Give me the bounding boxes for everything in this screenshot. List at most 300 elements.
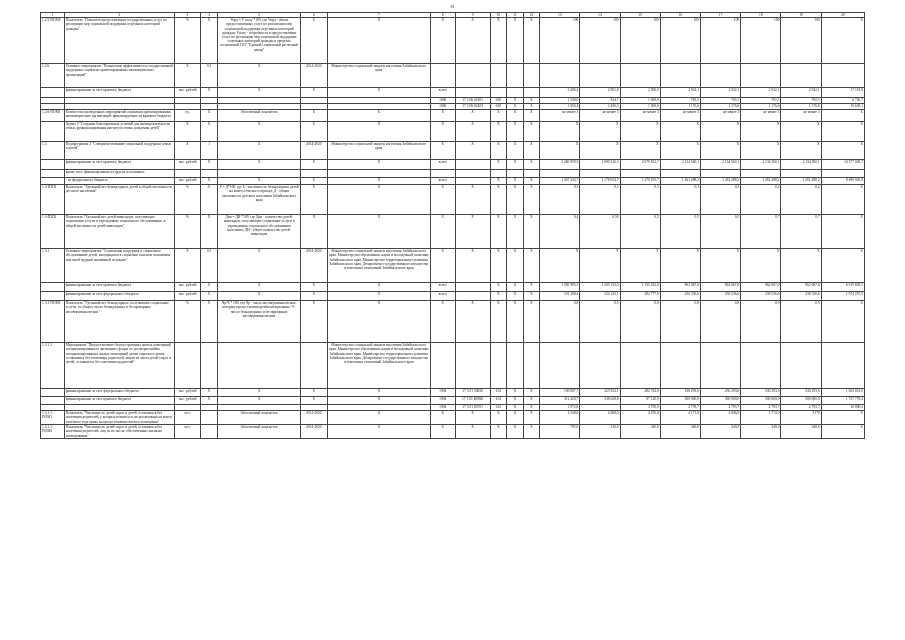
table-cell [455, 160, 490, 170]
table-cell: Х [300, 18, 327, 64]
table-cell: Х [327, 185, 430, 215]
table-cell: 2014-2020 [300, 249, 327, 283]
table-cell: 630 [490, 98, 507, 104]
table-cell [200, 343, 218, 389]
row-description: Подпрограмма 3 "Совершенствование социальной поддержки семьи и детей" [64, 142, 174, 160]
table-cell: 0,56 [580, 215, 620, 249]
table-cell [523, 170, 540, 178]
table-cell [455, 343, 490, 389]
table-cell: Х [741, 122, 781, 142]
table-cell: 785,0 [540, 425, 580, 439]
table-cell: 2 793,7 [741, 405, 781, 411]
table-cell: Х [218, 283, 301, 292]
table-cell: 300 000,0 [701, 397, 741, 405]
table-cell [327, 170, 430, 178]
table-cell: Х [660, 249, 700, 283]
table-cell: 1 176,6 [660, 104, 700, 110]
row-code [41, 122, 65, 142]
table-cell: Х [821, 18, 864, 64]
table-cell: Х [490, 18, 507, 64]
row-description: Показатель "Удельный вес безнадзорных, получивших социальные услуги, от общего числа безнадзорных и беспризорных несовершеннолетних" [64, 301, 174, 343]
table-cell: Х [580, 249, 620, 283]
table-cell: 0,8 [660, 301, 700, 343]
table-cell: Министерство социальной защиты населения Забайкальского края, Министерство образования, науки и молодежной политики Забайкальского края, Министерство территориального развития Забайкальского края, Департамент государственного имущества и земельных отношений Забайкальского края [327, 343, 430, 389]
table-cell: 0,5 [620, 215, 660, 249]
table-row [41, 283, 865, 292]
table-cell: Х [701, 122, 741, 142]
row-description: Основное мероприятие "Социальная поддержка и социальное обслуживание детей, находящихся в социально опасном положении или иной трудной жизненной ситуации" [64, 249, 174, 283]
row-code: 1.3 [41, 142, 65, 160]
table-cell: 2 793,7 [701, 405, 741, 411]
table-cell: Х [821, 110, 864, 122]
column-number: 20 [821, 13, 864, 18]
table-cell: Х [540, 122, 580, 142]
table-cell [300, 170, 327, 178]
table-cell: Х [523, 122, 540, 142]
table-cell [200, 411, 218, 425]
table-cell: Х [781, 249, 821, 283]
table-cell: Х [300, 292, 327, 301]
table-cell [455, 283, 490, 292]
table-cell [701, 343, 741, 389]
table-cell: Х [430, 122, 455, 142]
table-cell: Х [507, 425, 524, 439]
table-cell [540, 64, 580, 88]
table-cell: 17 118,8 [821, 88, 864, 98]
table-cell [175, 170, 201, 178]
table-cell: 2 134 560,1 [781, 160, 821, 170]
table-row [41, 411, 865, 425]
table-cell: Х [523, 292, 540, 301]
table-cell [200, 425, 218, 439]
row-description: Задача 3 "Создание благоприятных условий для жизнедеятельности семьи, функционирования института семьи, рождения детей" [64, 122, 174, 142]
table-row [41, 122, 865, 142]
column-number: 4 [200, 13, 218, 18]
table-cell: 0,7 [741, 215, 781, 249]
row-description: Показатель "Численность детей-сирот и детей, оставшихся без попечения родителей, лиц из их числа, обеспеченных жилыми помещениями" [64, 425, 174, 439]
table-cell: 4 468,0 [580, 411, 620, 425]
table-cell: 300 000,0 [781, 397, 821, 405]
table-cell: тыс. рублей [175, 397, 201, 405]
table-cell: 323 [490, 405, 507, 411]
table-cell: Х [523, 18, 540, 64]
table-cell: 100 [741, 18, 781, 64]
table-cell: Х [490, 411, 507, 425]
table-cell: 2 134 560,1 [660, 160, 700, 170]
table-cell [523, 88, 540, 98]
table-cell: % [175, 215, 201, 249]
table-cell: 340,0 [741, 425, 781, 439]
table-cell [455, 64, 490, 88]
table-cell [490, 64, 507, 88]
table-cell [821, 64, 864, 88]
table-cell [507, 170, 524, 178]
table-cell: Х [523, 425, 540, 439]
table-cell: Х [327, 122, 430, 142]
table-cell: 2 942,1 [660, 88, 700, 98]
table-cell: Х [523, 397, 540, 405]
table-cell: ед. [175, 110, 201, 122]
table-cell: Х [300, 185, 327, 215]
table-cell [741, 343, 781, 389]
table-row [41, 249, 865, 283]
table-cell [218, 170, 301, 178]
table-cell: всего [430, 160, 455, 170]
table-cell: Х [507, 142, 524, 160]
table-cell: не менее 3 [701, 110, 741, 122]
table-cell: 16 800,4 [821, 405, 864, 411]
table-cell: не менее 3 [540, 110, 580, 122]
table-cell: Х [327, 178, 430, 185]
table-cell: не менее 3 [781, 110, 821, 122]
table-cell: Х [523, 301, 540, 343]
table-cell: 2014-2020 [300, 411, 327, 425]
table-cell: Х [523, 405, 540, 411]
table-cell [741, 64, 781, 88]
table-cell: 1 872,8 [540, 405, 580, 411]
table-cell: 1 135 432,0 [620, 283, 660, 292]
column-number: 1 [41, 13, 65, 18]
table-cell: 300 000,0 [660, 397, 700, 405]
table-cell: 1006 [430, 98, 455, 104]
table-cell: Х [175, 142, 201, 160]
table-cell: Х [300, 389, 327, 397]
table-cell [701, 170, 741, 178]
row-code: 1.2.5-ПОМ5 [41, 18, 65, 64]
table-cell: Х [701, 142, 741, 160]
table-cell: Министерство социальной защиты населения Забайкальского края [327, 142, 430, 160]
table-cell: % [175, 185, 201, 215]
table-cell: чел. [175, 411, 201, 425]
table-cell: 0,2 [741, 185, 781, 215]
table-cell: Х [540, 142, 580, 160]
table-cell [781, 64, 821, 88]
table-cell [507, 64, 524, 88]
table-cell [507, 88, 524, 98]
table-cell: Х [200, 110, 218, 122]
column-number: 18 [741, 13, 781, 18]
table-cell: 17 3 01 R0820 [455, 397, 490, 405]
table-cell: Х [523, 185, 540, 215]
table-cell: Х [175, 249, 201, 283]
table-cell: 17 2 06 02403 [455, 104, 490, 110]
table-cell [580, 64, 620, 88]
table-cell: Х [455, 142, 490, 160]
table-cell: 1006 [430, 104, 455, 110]
table-cell: Х [327, 18, 430, 64]
table-cell: всего [430, 292, 455, 301]
table-cell [580, 170, 620, 178]
table-cell: Х [175, 122, 201, 142]
row-code [41, 292, 65, 301]
table-cell: Х [821, 249, 864, 283]
table-cell: Х [507, 405, 524, 411]
table-cell: 1 367 343,7 [540, 178, 580, 185]
table-cell: Х [200, 122, 218, 142]
table-cell: 1 176,6 [741, 104, 781, 110]
table-cell: 236 536,6 [701, 292, 741, 301]
table-row [41, 170, 865, 178]
table-cell: Х [327, 283, 430, 292]
table-cell [701, 64, 741, 88]
table-cell: Х [218, 292, 301, 301]
table-cell [620, 343, 660, 389]
table-cell: Х [821, 301, 864, 343]
table-cell: Абсолютный показатель [218, 110, 301, 122]
table-cell: Х [781, 142, 821, 160]
table-cell: Х [300, 122, 327, 142]
table-cell: 100 [620, 18, 660, 64]
table-cell [821, 343, 864, 389]
table-cell [175, 343, 201, 389]
table-cell: 765,5 [660, 98, 700, 104]
table-cell: 0,5 [580, 301, 620, 343]
table-cell: 0,2 [781, 185, 821, 215]
table-cell: 236 536,6 [660, 292, 700, 301]
table-cell: Чр/Ч * 100, где Чр - число несовершеннолетних, которым предоставлены реабилитационные; Ч - число безнадзорных и беспризорных несовершеннолетних [218, 301, 301, 343]
table-cell [540, 343, 580, 389]
table-cell: тыс. рублей [175, 178, 201, 185]
table-cell: 1 178 034,7 [580, 178, 620, 185]
table-cell: Х [821, 122, 864, 142]
table-row [41, 215, 865, 249]
table-cell: 236 293,6 [701, 389, 741, 397]
column-number: 10 [490, 13, 507, 18]
table-row [41, 178, 865, 185]
column-number: 19 [781, 13, 821, 18]
table-cell: 3 750,0 [620, 405, 660, 411]
table-row [41, 343, 865, 389]
table-cell: 1 500,0 [620, 104, 660, 110]
column-number: 11 [507, 13, 524, 18]
table-cell: Х [523, 411, 540, 425]
table-cell: Х [200, 283, 218, 292]
table-cell: Х [490, 160, 507, 170]
table-row [41, 425, 865, 439]
table-cell: Х [327, 215, 430, 249]
row-code [41, 397, 65, 405]
table-cell: Х [218, 64, 301, 88]
table-cell: 2 260 859,5 [540, 160, 580, 170]
table-cell: Х [660, 142, 700, 160]
table-cell: 340,0 [781, 425, 821, 439]
table-row [41, 389, 865, 397]
table-cell: Х [620, 249, 660, 283]
table-cell: Х [701, 249, 741, 283]
table-cell: Х [523, 160, 540, 170]
table-cell: Х [741, 142, 781, 160]
table-cell: Х [490, 292, 507, 301]
table-cell: 17 2 06 02401 [455, 98, 490, 104]
table-cell: Х [175, 64, 201, 88]
table-cell [430, 64, 455, 88]
table-cell: Х [300, 110, 327, 122]
table-cell: Х [507, 283, 524, 292]
table-row [41, 397, 865, 405]
row-code [41, 170, 65, 178]
table-cell: 0,8 [701, 301, 741, 343]
table-cell: Х [490, 425, 507, 439]
table-cell [781, 170, 821, 178]
table-cell: 4 348,0 [540, 411, 580, 425]
table-cell: 2 793,7 [781, 405, 821, 411]
table-cell: 2014-2020 [300, 142, 327, 160]
table-cell [540, 170, 580, 178]
table-cell: Х [523, 249, 540, 283]
row-description: финансирование за счет федерального бюджета [64, 389, 174, 397]
table-cell: Министерство социальной защиты населения Забайкальского края, Министерство образования, науки и молодежной политики Забайкальского края, Министерство территориального развития Забайкальского края, Департамент государственного имущества и земельных отношений Забайкальского края [327, 249, 430, 283]
table-cell: 1 [200, 142, 218, 160]
table-cell: Х [455, 215, 490, 249]
table-cell: 1 500,0 [620, 98, 660, 104]
table-cell: 412 [490, 389, 507, 397]
table-cell: 862 067,0 [741, 283, 781, 292]
table-cell: 1004 [430, 397, 455, 405]
table-cell [455, 170, 490, 178]
table-cell: не менее 3 [660, 110, 700, 122]
table-cell: Х [523, 215, 540, 249]
row-description: финансирование за счет краевого бюджета [64, 397, 174, 405]
column-number: 15 [620, 13, 660, 18]
table-cell: тыс. рублей [175, 283, 201, 292]
table-row [41, 185, 865, 215]
table-cell: Х [507, 122, 524, 142]
table-cell: 0,5 [701, 215, 741, 249]
row-description: финансирование за счет федерального бюджета [64, 292, 174, 301]
table-cell: Х [327, 425, 430, 439]
table-cell: Х [218, 178, 301, 185]
table-cell: 0,8 [540, 301, 580, 343]
column-number: 3 [175, 13, 201, 18]
table-row [41, 110, 865, 122]
table-cell: Х [523, 283, 540, 292]
table-cell [455, 292, 490, 301]
table-cell: 0,7 [781, 215, 821, 249]
table-cell: Х [490, 122, 507, 142]
table-cell: не менее 3 [580, 110, 620, 122]
table-cell: всего [430, 178, 455, 185]
table-cell: Х [327, 389, 430, 397]
row-code [41, 88, 65, 98]
table-cell: 100 [781, 18, 821, 64]
table-cell: 6 919 828,5 [821, 283, 864, 292]
table-cell [660, 64, 700, 88]
row-description: финансирование за счет краевого бюджета [64, 160, 174, 170]
table-cell: Х [821, 215, 864, 249]
column-number: 17 [701, 13, 741, 18]
row-description: Показатель "Численность детей-сирот и детей, оставшихся без попечения родителей, у которых возникло и не реализовано на конец отчетного года право на предоставление жилого помещения" [64, 411, 174, 425]
table-cell: Х [821, 185, 864, 215]
table-cell: 236 293,6 [660, 389, 700, 397]
row-code [41, 389, 65, 397]
table-cell: 1 652 651,0 [821, 389, 864, 397]
table-cell: 1 205 143,0 [580, 283, 620, 292]
table-cell: Х [430, 18, 455, 64]
table-cell: 1 176,6 [781, 104, 821, 110]
table-cell: Х [300, 283, 327, 292]
table-cell: Х [430, 110, 455, 122]
table-cell: всего [430, 88, 455, 98]
table-cell: Х [523, 98, 540, 104]
column-number: 13 [540, 13, 580, 18]
table-cell: 100 [701, 18, 741, 64]
table-cell: Дин = ДИ *100, где Дин - количество детей-инвалидов, получающих социальные услуги в учреждениях социального обслуживания населения; ДИ - общее количество детей-инвалидов [218, 215, 301, 249]
table-cell: 10 639,1 [821, 104, 864, 110]
table-cell: 236 536,6 [781, 292, 821, 301]
table-cell: Х [507, 110, 524, 122]
table-cell: 0,4 [540, 215, 580, 249]
table-cell: Х [580, 142, 620, 160]
table-cell: Х [620, 122, 660, 142]
table-cell: 8 690 926,9 [821, 178, 864, 185]
table-cell: Х [200, 185, 218, 215]
table-cell: Упрд = У полу *100, где Упрд - объем предоставленных услуг по реализации мер социальной поддержки отдельных категорий граждан; Уполу - потребность в предоставлении услуг по реализации мер социальной поддержки отдельных категорий граждан в пределах полномочий ГКУ "Единый социальный расчетный центр" [218, 18, 301, 64]
row-description: Показатель "Повысить предоставления государственных услуг по реализации мер социальной поддержки отдельных категорий граждан" [64, 18, 174, 64]
table-cell [200, 170, 218, 178]
table-cell: Х [507, 18, 524, 64]
table-cell: Х [507, 249, 524, 283]
table-cell: 100 [540, 18, 580, 64]
table-cell: 765,5 [741, 98, 781, 104]
row-description: финансирование за счет краевого бюджета [64, 88, 174, 98]
table-cell: чел. [175, 425, 201, 439]
table-cell: 3 772,0 [741, 411, 781, 425]
table-cell: 3 846,0 [701, 411, 741, 425]
column-number: 2 [64, 13, 174, 18]
table-cell: 2 942,1 [741, 88, 781, 98]
table-cell: всего [430, 283, 455, 292]
table-cell: Х [821, 142, 864, 160]
table-cell: Х [327, 88, 430, 98]
table-cell [490, 88, 507, 98]
table-cell: Х [200, 88, 218, 98]
row-code [41, 178, 65, 185]
table-cell: Х [821, 411, 864, 425]
table-cell: Х [455, 185, 490, 215]
table-cell: Х [540, 249, 580, 283]
table-cell: Х [327, 110, 430, 122]
column-number: 7 [327, 13, 430, 18]
table-cell [430, 343, 455, 389]
table-cell: Х [455, 110, 490, 122]
table-cell: Х [490, 215, 507, 249]
table-cell: 6 726,7 [821, 98, 864, 104]
row-code: 1.3-П3П2 [41, 215, 65, 249]
table-cell: 0,9 [781, 301, 821, 343]
table-row [41, 292, 865, 301]
table-cell [741, 170, 781, 178]
table-cell: Х [490, 178, 507, 185]
row-description: Показатель "Удельный вес безнадзорных детей в общей численности детского населения" [64, 185, 174, 215]
table-cell: 1 176,6 [701, 104, 741, 110]
table-cell: 0,3 [620, 185, 660, 215]
table-cell: 1 956,4 [540, 104, 580, 110]
table-cell: 0,3 [200, 249, 218, 283]
table-cell [620, 170, 660, 178]
table-cell: 340,0 [660, 425, 700, 439]
table-cell [455, 88, 490, 98]
table-cell: Х [455, 18, 490, 64]
row-description: финансирование за счет краевого бюджета [64, 283, 174, 292]
table-cell: 2 679 652,7 [620, 160, 660, 170]
table-cell: 2 456,3 [580, 104, 620, 110]
table-cell: тыс. рублей [175, 292, 201, 301]
table-cell: 2014-2020 [300, 64, 327, 88]
table-cell: 0,3 [701, 185, 741, 215]
table-cell: 862 067,0 [660, 283, 700, 292]
table-cell: Х [490, 110, 507, 122]
table-cell: 3 496,4 [540, 88, 580, 98]
